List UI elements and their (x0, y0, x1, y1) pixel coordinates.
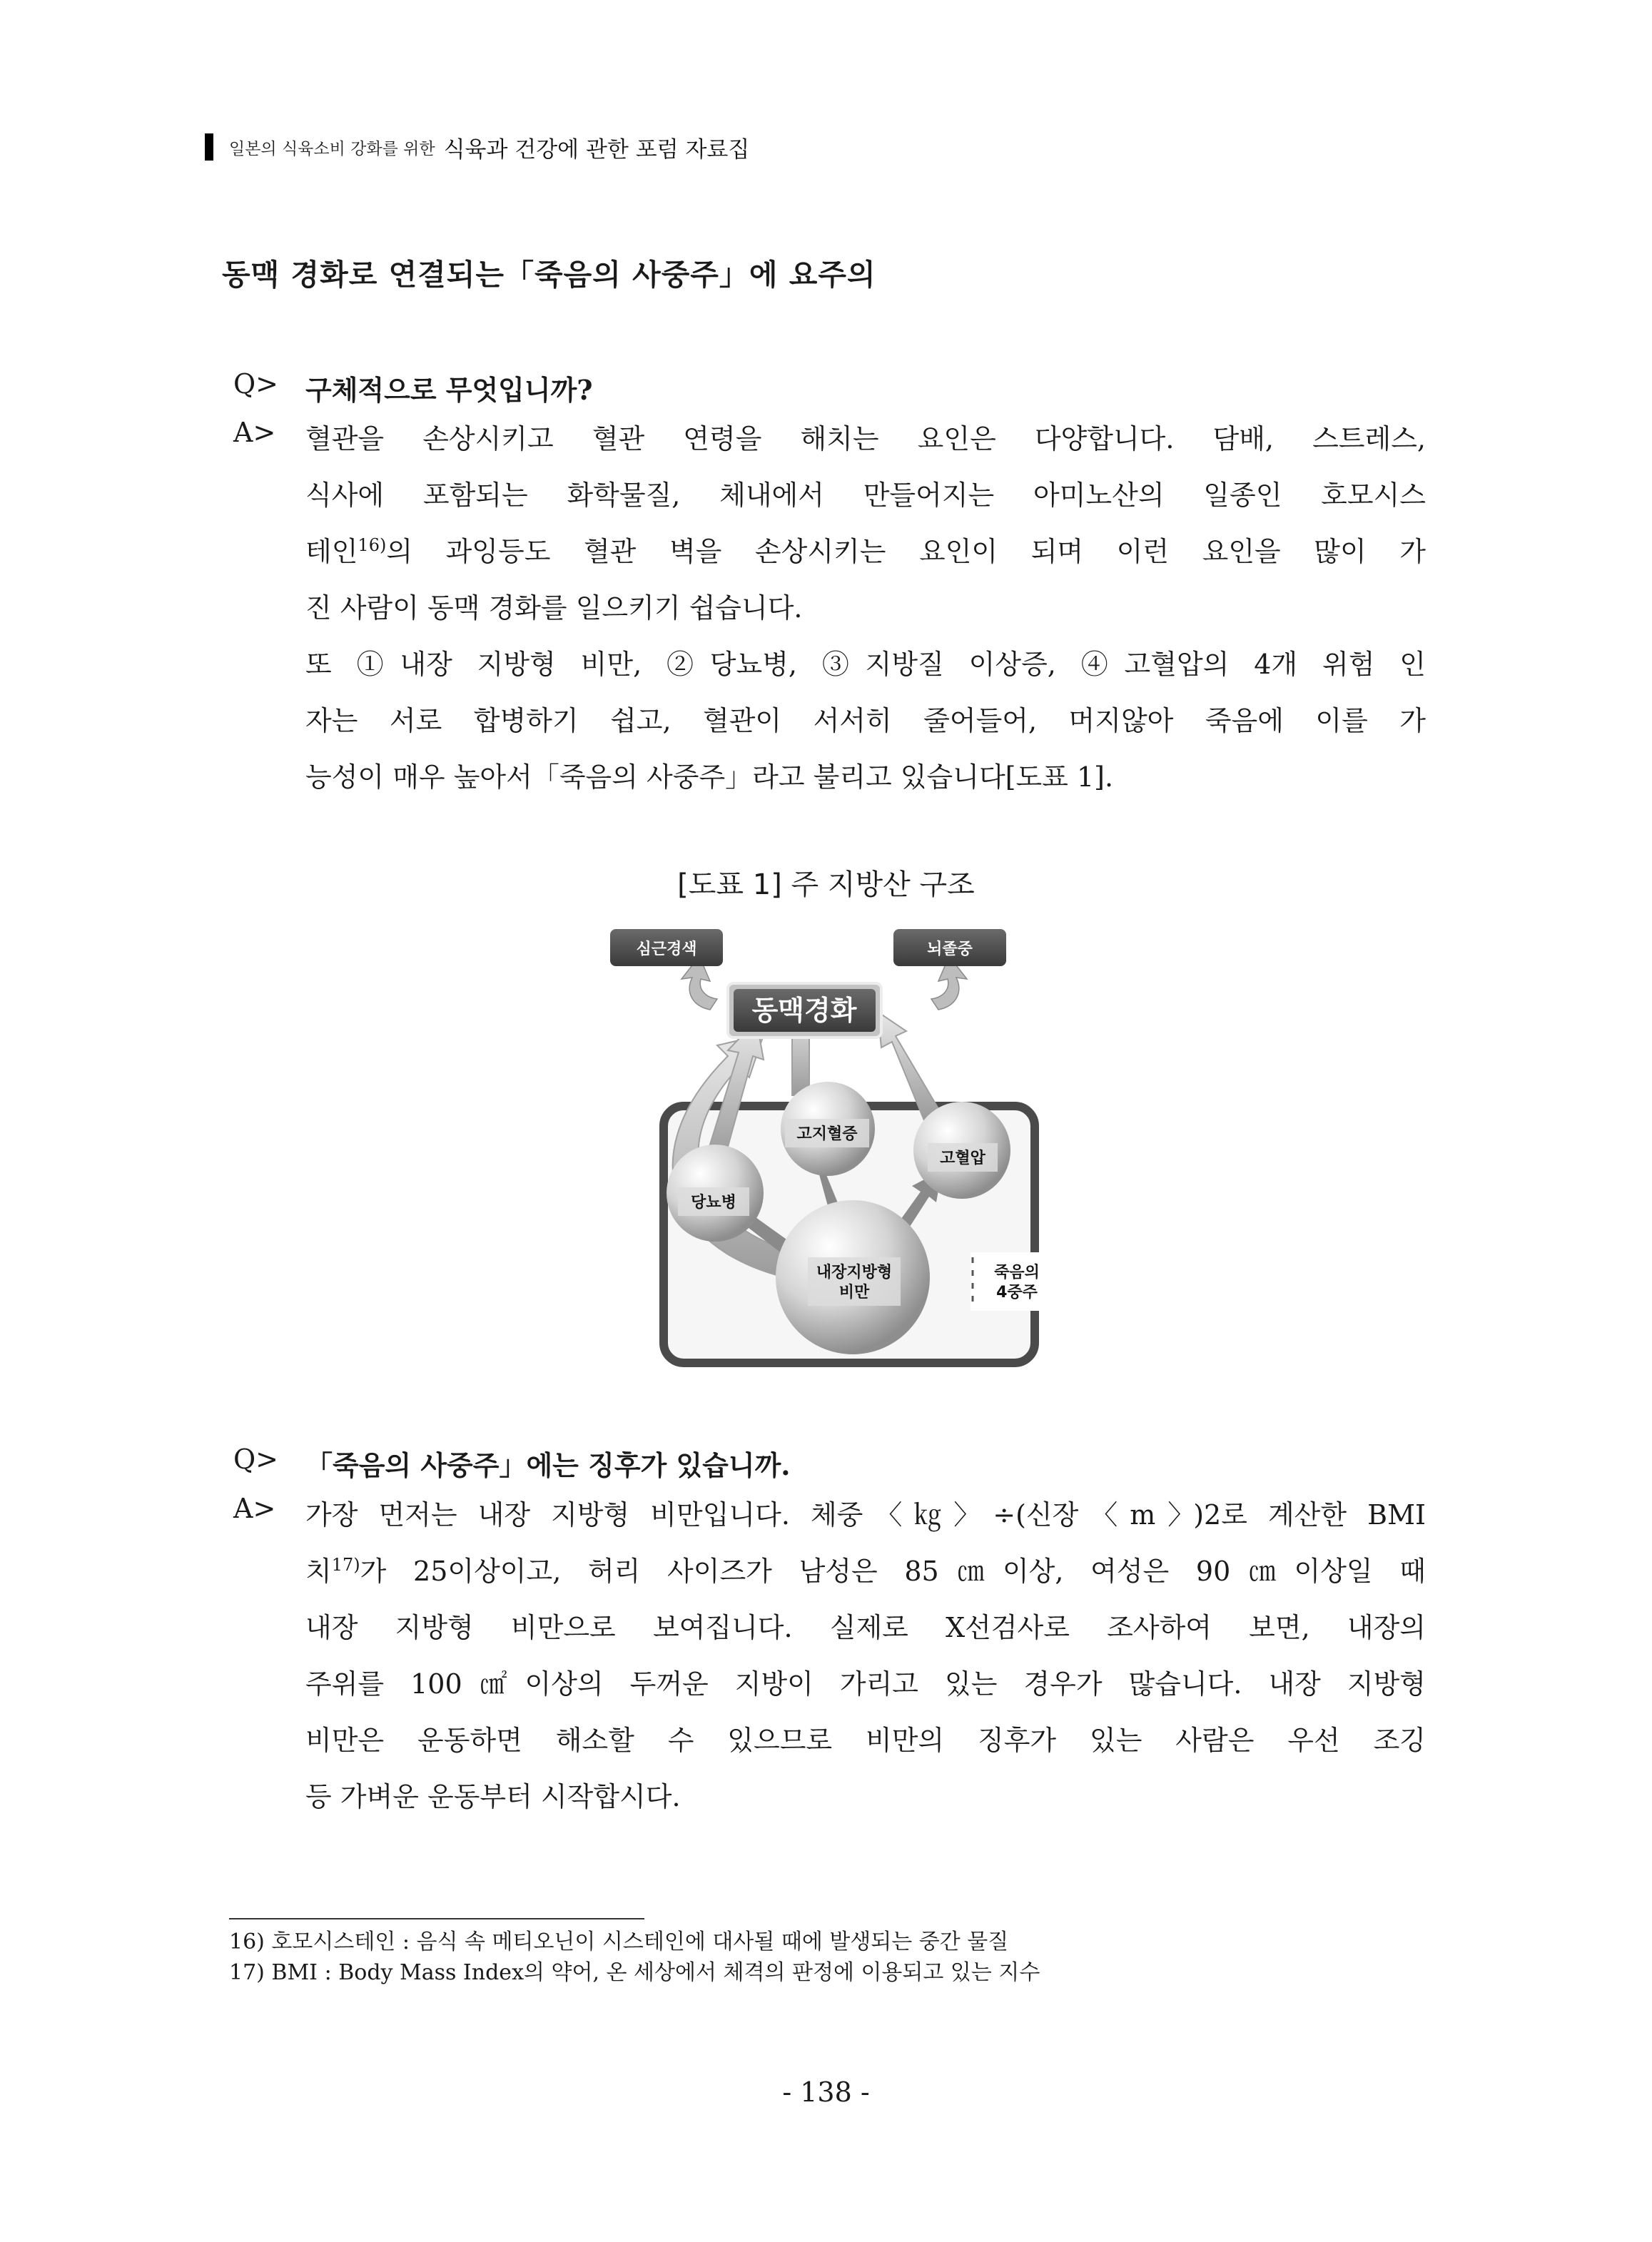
label-diabetes: 당뇨병 (691, 1194, 736, 1212)
answer-2-paragraph (305, 1487, 1426, 1825)
label-stroke: 뇌졸중 (927, 940, 973, 958)
running-head-bar (205, 133, 213, 161)
answer-1-line: 또 ①내장 지방형 비만, ②당뇨병, ③지방질 이상증, ④고혈압의 4개 위험 인 (305, 649, 1426, 680)
answer-1-line: 식사에 포함되는 화학물질, 체내에서 만들어지는 아미노산의 일종인 호모시스 (305, 480, 1426, 511)
answer-1-line: 능성이 매우 높아서「죽음의 사중주」라고 불리고 있습니다[도표 1]. (305, 761, 1114, 793)
answer-2-line (305, 1543, 1426, 1600)
figure-caption: [도표 1] 주 지방산 구조 (677, 868, 975, 901)
answer-1-line: 혈관을 손상시키고 혈관 연령을 해치는 요인은 다양합니다. 담배, 스트레스, (305, 423, 1426, 455)
answer-1-line (305, 524, 1426, 580)
footnote-16: 16) 호모시스테인 : 음식 속 메티오닌이 시스테인에 대사될 때에 발생되는 중간 물질 (229, 1929, 1009, 1954)
question-2-label: Q> (233, 1444, 278, 1475)
label-hypertension: 고혈압 (940, 1150, 985, 1167)
answer-2-line-prefix: 치 (305, 1556, 332, 1587)
label-arteriosclerosis: 동맥경화 (751, 995, 857, 1026)
footnote-ref-16: 16) (358, 535, 387, 555)
answer-2-line: 등 가벼운 운동부터 시작합시다. (305, 1781, 681, 1812)
section-title: 동맥 경화로 연결되는「죽음의 사중주」에 요주의 (222, 258, 876, 292)
answer-1-paragraph (305, 411, 1426, 806)
footnote-divider (229, 1918, 644, 1919)
question-2-text: 「죽음의 사중주」에는 징후가 있습니까. (305, 1449, 791, 1481)
label-box-quartet (971, 1252, 1056, 1311)
label-obesity-line2: 비만 (838, 1284, 870, 1302)
answer-1-label: A> (233, 417, 276, 448)
answer-2-line: 내장 지방형 비만으로 보여집니다. 실제로 X선검사로 조사하여 보면, 내장의 (305, 1612, 1426, 1643)
answer-2-line: 가장 먼저는 내장 지방형 비만입니다. 체중〈㎏〉÷(신장〈m〉)2로 계산한 BMI (305, 1499, 1426, 1531)
answer-2-label: A> (233, 1493, 276, 1524)
answer-2-line: 주위를 100㎠이상의 두꺼운 지방이 가리고 있는 경우가 많습니다. 내장 지방형 (305, 1668, 1426, 1700)
running-head-subtitle: 일본의 식육소비 강화를 위한 (229, 139, 435, 158)
answer-2-line-rest: 가 25이상이고, 허리 사이즈가 남성은 85㎝이상, 여성은 90㎝이상일 때 (360, 1556, 1426, 1587)
label-mi: 심근경색 (636, 940, 697, 958)
page-number: - 138 - (782, 2076, 870, 2108)
question-1-text: 구체적으로 무엇입니까? (305, 374, 593, 406)
label-hyperlipidemia: 고지혈증 (796, 1125, 858, 1143)
answer-2-line: 비만은 운동하면 해소할 수 있으므로 비만의 징후가 있는 사람은 우선 조깅 (305, 1725, 1426, 1756)
footnote-17: 17) BMI : Body Mass Index의 약어, 온 세상에서 체격의 판정에 이용되고 있는 지수 (229, 1960, 1040, 1985)
answer-1-line-prefix: 테인 (305, 536, 358, 567)
answer-1-line: 자는 서로 합병하기 쉽고, 혈관이 서서히 줄어들어, 머지않아 죽음에 이를 가 (305, 705, 1426, 736)
question-1-label: Q> (233, 368, 278, 400)
label-obesity-line1: 내장지방형 (816, 1264, 893, 1282)
answer-1-line-rest: 의 과잉등도 혈관 벽을 손상시키는 요인이 되며 이런 요인을 많이 가 (386, 536, 1426, 567)
footnotes (229, 1927, 1040, 1988)
running-head (205, 131, 749, 163)
answer-1-line: 진 사람이 동맥 경화를 일으키기 쉽습니다. (305, 592, 803, 624)
figure-diagram (592, 928, 1078, 1370)
label-quartet-line1: 죽음의 (994, 1264, 1040, 1282)
footnote-ref-17: 17) (331, 1555, 360, 1575)
label-quartet-line2: 4중주 (996, 1284, 1038, 1302)
running-head-title: 식육과 건강에 관한 포럼 자료집 (443, 136, 750, 163)
